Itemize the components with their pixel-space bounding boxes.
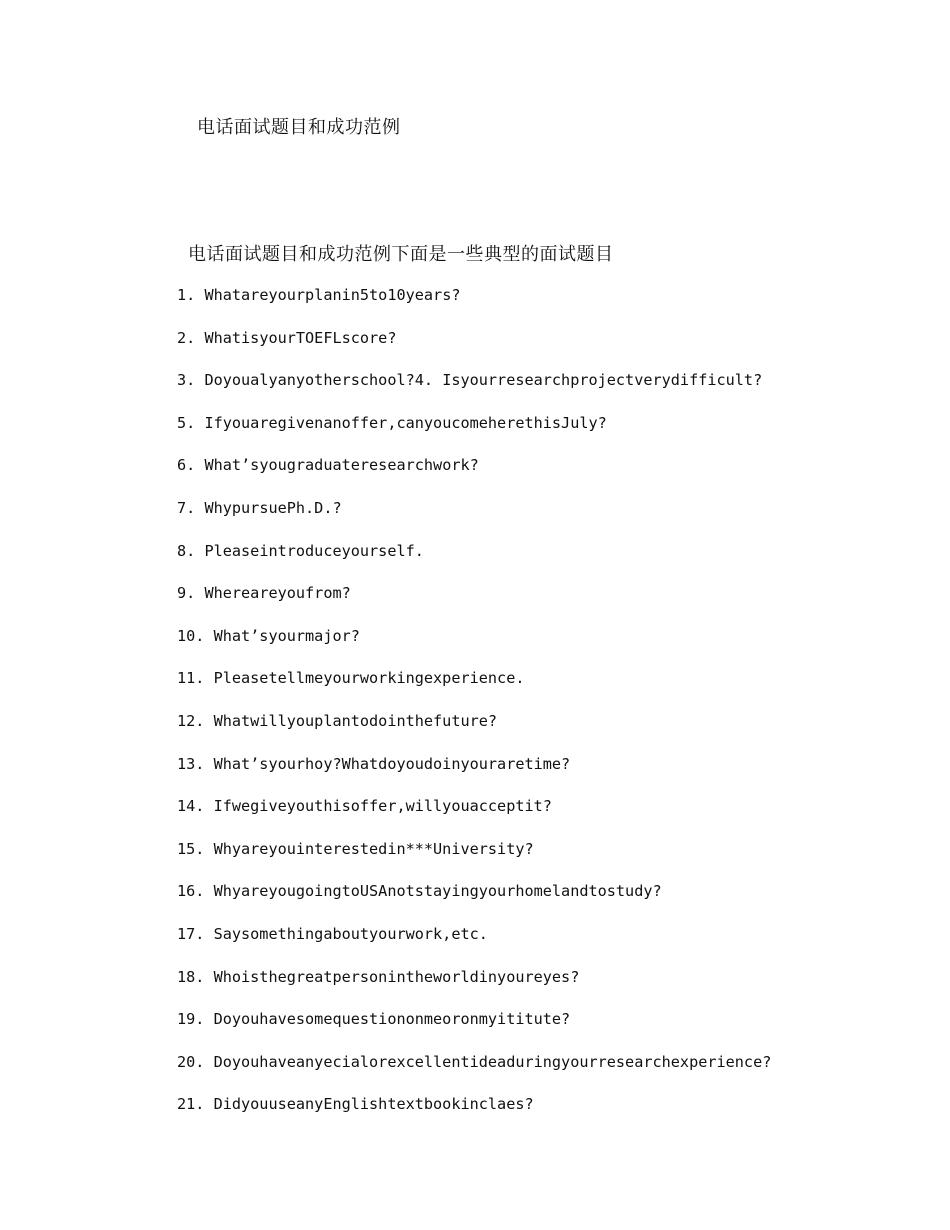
question-number: 2. — [177, 328, 196, 347]
question-text: Whyareyouinterestedin***University? — [213, 839, 534, 858]
question-number: 11. — [177, 669, 205, 688]
question-number: 18. — [177, 967, 205, 986]
question-number: 8. — [177, 541, 196, 560]
question-number: 3. — [177, 371, 196, 390]
question-item — [177, 922, 771, 965]
question-item — [177, 666, 771, 709]
question-number: 13. — [177, 754, 205, 773]
question-number: 6. — [177, 456, 196, 475]
question-item — [177, 709, 771, 752]
question-item — [177, 879, 771, 922]
question-text: DidyouuseanyEnglishtextbookinclaes? — [213, 1095, 534, 1114]
question-number: 7. — [177, 498, 196, 517]
question-number: 1. — [177, 286, 196, 304]
question-text: WhatisyourTOEFLscore? — [204, 328, 397, 347]
question-text: Whatwillyouplantodointhefuture? — [213, 711, 498, 730]
question-number: 16. — [177, 882, 205, 901]
question-item — [177, 837, 771, 880]
question-item — [177, 1092, 771, 1135]
question-text: Doyoualyanyotherschool?4. Isyourresearchprojectverydifficult? — [204, 371, 763, 390]
question-item — [177, 453, 771, 496]
question-text: Ifyouaregivenanoffer,canyoucomeherethisJuly? — [204, 413, 607, 432]
question-item — [177, 539, 771, 582]
question-text: WhyareyougoingtoUSAnotstayingyourhomelandtostudy? — [213, 882, 662, 901]
question-number: 19. — [177, 1010, 205, 1029]
question-list — [177, 283, 771, 1135]
question-item — [177, 1007, 771, 1050]
question-number: 5. — [177, 413, 196, 432]
question-text: Pleaseintroduceyourself. — [204, 541, 424, 560]
question-number: 17. — [177, 924, 205, 943]
question-text: What’syourmajor? — [213, 626, 360, 645]
question-number: 21. — [177, 1095, 205, 1114]
question-text: WhypursuePh.D.? — [204, 498, 342, 517]
question-text: Doyouhavesomequestiononmeoronmyititute? — [213, 1010, 571, 1029]
question-number: 12. — [177, 711, 205, 730]
question-text: Whatareyourplanin5to10years? — [204, 286, 461, 304]
question-item — [177, 496, 771, 539]
question-text: Pleasetellmeyourworkingexperience. — [213, 669, 525, 688]
intro-heading: 电话面试题目和成功范例下面是一些典型的面试题目 — [188, 244, 614, 265]
question-number: 20. — [177, 1052, 205, 1071]
question-number: 10. — [177, 626, 205, 645]
question-text: Ifwegiveyouthisoffer,willyouacceptit? — [213, 797, 552, 816]
question-text: What’syougraduateresearchwork? — [204, 456, 479, 475]
page-title: 电话面试题目和成功范例 — [197, 117, 401, 138]
question-item — [177, 283, 771, 326]
question-item — [177, 411, 771, 454]
question-number: 14. — [177, 797, 205, 816]
question-text: Doyouhaveanyecialorexcellentideaduringyourresearchexperience? — [213, 1052, 772, 1071]
question-text: Saysomethingaboutyourwork,etc. — [213, 924, 488, 943]
question-text: What’syourhoy?Whatdoyoudoinyouraretime? — [213, 754, 571, 773]
question-number: 15. — [177, 839, 205, 858]
question-item — [177, 368, 771, 411]
question-item — [177, 326, 771, 369]
question-item — [177, 794, 771, 837]
question-item — [177, 965, 771, 1008]
question-number: 9. — [177, 584, 196, 603]
question-text: Whereareyoufrom? — [204, 584, 351, 603]
question-item — [177, 581, 771, 624]
question-item — [177, 1050, 771, 1093]
question-item — [177, 624, 771, 667]
question-item — [177, 752, 771, 795]
question-text: Whoisthegreatpersonintheworldinyoureyes? — [213, 967, 580, 986]
